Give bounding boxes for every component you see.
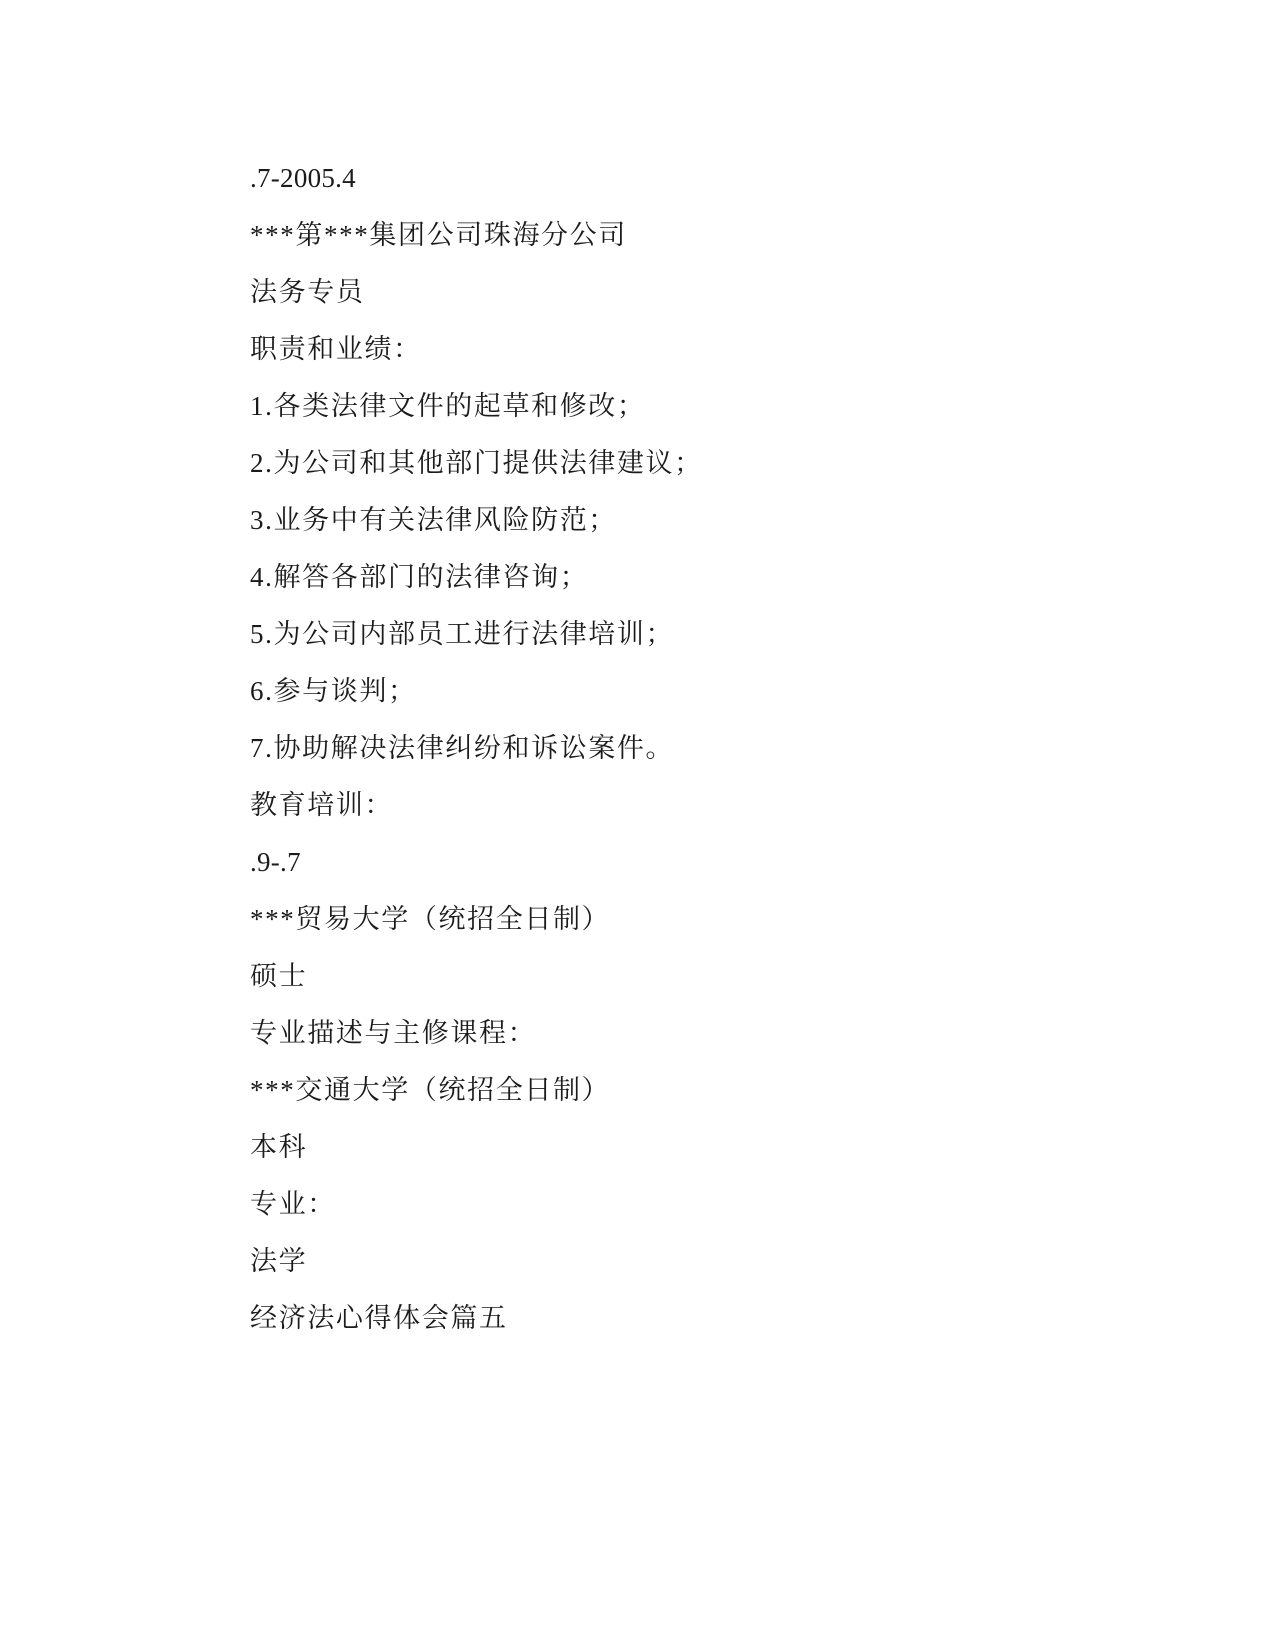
document-paragraph: 法学 [250,1246,308,1276]
document-paragraph: 6.参与谈判； [250,676,417,706]
document-body [250,150,1075,1347]
document-paragraph: 7.协助解决法律纠纷和诉讼案件。 [250,733,675,763]
document-paragraph: 职责和业绩： [250,334,422,364]
document-paragraph: 硕士 [250,961,308,991]
document-paragraph: .9-.7 [250,847,301,877]
document-paragraph: 经济法心得体会篇五 [250,1303,508,1333]
document-paragraph: 专业描述与主修课程： [250,1018,537,1048]
document-paragraph: 4.解答各部门的法律咨询； [250,562,589,592]
document-paragraph: 3.业务中有关法律风险防范； [250,505,617,535]
document-paragraph: 2.为公司和其他部门提供法律建议； [250,448,703,478]
document-paragraph: 教育培训： [250,790,394,820]
document-paragraph: 5.为公司内部员工进行法律培训； [250,619,675,649]
document-paragraph: 专业： [250,1189,336,1219]
document-paragraph: 1.各类法律文件的起草和修改； [250,391,646,421]
document-paragraph: ***第***集团公司珠海分公司 [250,220,627,250]
document-paragraph: ***交通大学（统招全日制） [250,1075,611,1105]
document-paragraph: .7-2005.4 [250,163,356,193]
document-paragraph: ***贸易大学（统招全日制） [250,904,611,934]
document-paragraph: 法务专员 [250,277,365,307]
document-paragraph: 本科 [250,1132,308,1162]
